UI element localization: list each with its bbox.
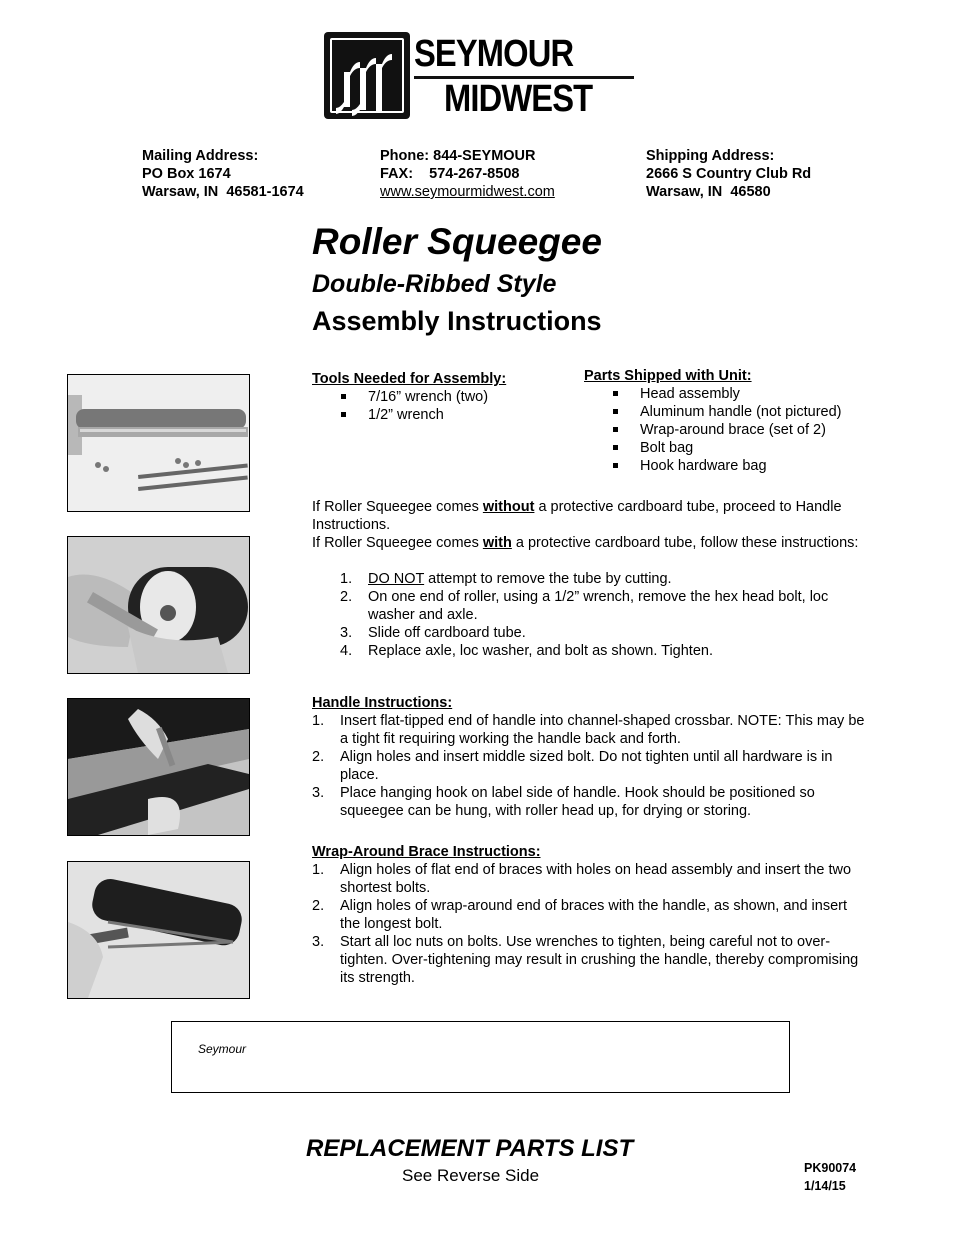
list-item: Bolt bag xyxy=(584,439,884,457)
parts-list xyxy=(584,385,884,475)
step-item xyxy=(312,897,868,933)
tools-list xyxy=(312,388,572,424)
mailing-label: Mailing Address: xyxy=(142,148,259,164)
step-number: 3. xyxy=(312,785,325,801)
box-text: Seymour xyxy=(198,1042,247,1056)
step-item xyxy=(312,748,868,784)
list-item: Head assembly xyxy=(584,385,884,403)
step-number: 1. xyxy=(340,571,353,587)
part-code-number: PK90074 xyxy=(804,1161,857,1175)
brace-steps xyxy=(312,861,868,987)
phone-label: Phone: 844-SEYMOUR xyxy=(380,148,536,164)
step-item xyxy=(340,570,872,588)
step-item xyxy=(340,588,872,624)
step-text: Place hanging hook on label side of handle. Hook should be positioned so squeegee can be hung, with roller head up, for drying or storing. xyxy=(340,785,815,819)
step-number: 2. xyxy=(312,898,325,914)
stripes-icon xyxy=(324,32,410,119)
shipping-label: Shipping Address: xyxy=(646,148,775,164)
step-item xyxy=(312,861,868,897)
brace-install-photo xyxy=(67,861,250,999)
see-reverse-text: See Reverse Side xyxy=(402,1166,540,1185)
step-text: attempt to remove the tube by cutting. xyxy=(424,571,672,587)
step-text: Replace axle, loc washer, and bolt as shown. Tighten. xyxy=(368,643,713,659)
shipping-line1: 2666 S Country Club Rd xyxy=(646,166,812,182)
list-item: Wrap-around brace (set of 2) xyxy=(584,421,884,439)
shipping-address xyxy=(646,147,811,201)
replacement-parts-title: REPLACEMENT PARTS LIST xyxy=(306,1135,634,1162)
phone-block xyxy=(380,147,555,201)
step-number: 3. xyxy=(340,625,353,641)
parts-heading: Parts Shipped with Unit: xyxy=(584,368,752,384)
step-text: Start all loc nuts on bolts. Use wrenches to tighten, being careful not to over-tighten. Over-tightening may result in crushing the handle, thereby compromising its strength. xyxy=(340,934,859,986)
logo-name-line1: SEYMOUR xyxy=(414,33,574,75)
fax-line: FAX: 574-267-8508 xyxy=(380,166,520,182)
part-code-date: 1/14/15 xyxy=(804,1179,846,1193)
step-number: 4. xyxy=(340,643,353,659)
tools-section xyxy=(312,370,572,424)
list-item: Aluminum handle (not pictured) xyxy=(584,403,884,421)
parts-section xyxy=(584,367,884,475)
parts-photo xyxy=(67,374,250,512)
website-link[interactable]: www.seymourmidwest.com xyxy=(380,184,555,200)
shipping-line2: Warsaw, IN 46580 xyxy=(646,184,771,200)
handle-heading: Handle Instructions: xyxy=(312,695,453,711)
step-number: 3. xyxy=(312,934,325,950)
step-text: Slide off cardboard tube. xyxy=(368,625,526,641)
mailing-line2: Warsaw, IN 46581-1674 xyxy=(142,184,304,200)
doc-type-title: Assembly Instructions xyxy=(312,306,602,336)
logo-icon xyxy=(324,32,410,119)
step-item xyxy=(312,784,868,820)
list-item: 7/16” wrench (two) xyxy=(312,388,572,406)
tube-removal-photo xyxy=(67,536,250,674)
step-number: 2. xyxy=(312,749,325,765)
step-text: Align holes of flat end of braces with holes on head assembly and insert the two shortest bolts. xyxy=(340,862,852,896)
step-item xyxy=(312,712,868,748)
brace-section xyxy=(312,843,868,987)
part-code xyxy=(804,1159,856,1195)
step-item xyxy=(312,933,868,987)
tube-steps xyxy=(340,570,872,660)
handle-install-photo xyxy=(67,698,250,836)
handle-steps xyxy=(312,712,868,820)
tube-paragraph-2: If Roller Squeegee comes with a protective cardboard tube, follow these instructions: xyxy=(312,535,859,551)
page-subtitle: Double-Ribbed Style xyxy=(312,270,557,298)
list-item: Hook hardware bag xyxy=(584,457,884,475)
brace-heading: Wrap-Around Brace Instructions: xyxy=(312,844,541,860)
step-text: Align holes and insert middle sized bolt. Do not tighten until all hardware is in place. xyxy=(340,749,833,783)
step-item xyxy=(340,642,872,660)
page-title: Roller Squeegee xyxy=(312,221,602,262)
step-text: Insert flat-tipped end of handle into channel-shaped crossbar. NOTE: This may be a tight fit requiring working the handle back and forth. xyxy=(340,713,865,747)
tools-heading: Tools Needed for Assembly: xyxy=(312,371,507,387)
step-item xyxy=(340,624,872,642)
logo-name-line2: MIDWEST xyxy=(444,78,593,120)
mailing-line1: PO Box 1674 xyxy=(142,166,231,182)
label-box xyxy=(171,1021,790,1093)
step-emphasis: DO NOT xyxy=(368,571,425,587)
step-text: On one end of roller, using a 1/2” wrench, remove the hex head bolt, loc washer and axle. xyxy=(368,589,829,623)
step-number: 1. xyxy=(312,713,325,729)
handle-section xyxy=(312,694,868,820)
tube-section xyxy=(312,498,872,660)
tube-paragraph-1: If Roller Squeegee comes without a protective cardboard tube, proceed to Handle Instructions. xyxy=(312,499,842,533)
step-number: 2. xyxy=(340,589,353,605)
list-item: 1/2” wrench xyxy=(312,406,572,424)
step-number: 1. xyxy=(312,862,325,878)
step-text: Align holes of wrap-around end of braces with the handle, as shown, and insert the longest bolt. xyxy=(340,898,848,932)
mailing-address xyxy=(142,147,304,201)
